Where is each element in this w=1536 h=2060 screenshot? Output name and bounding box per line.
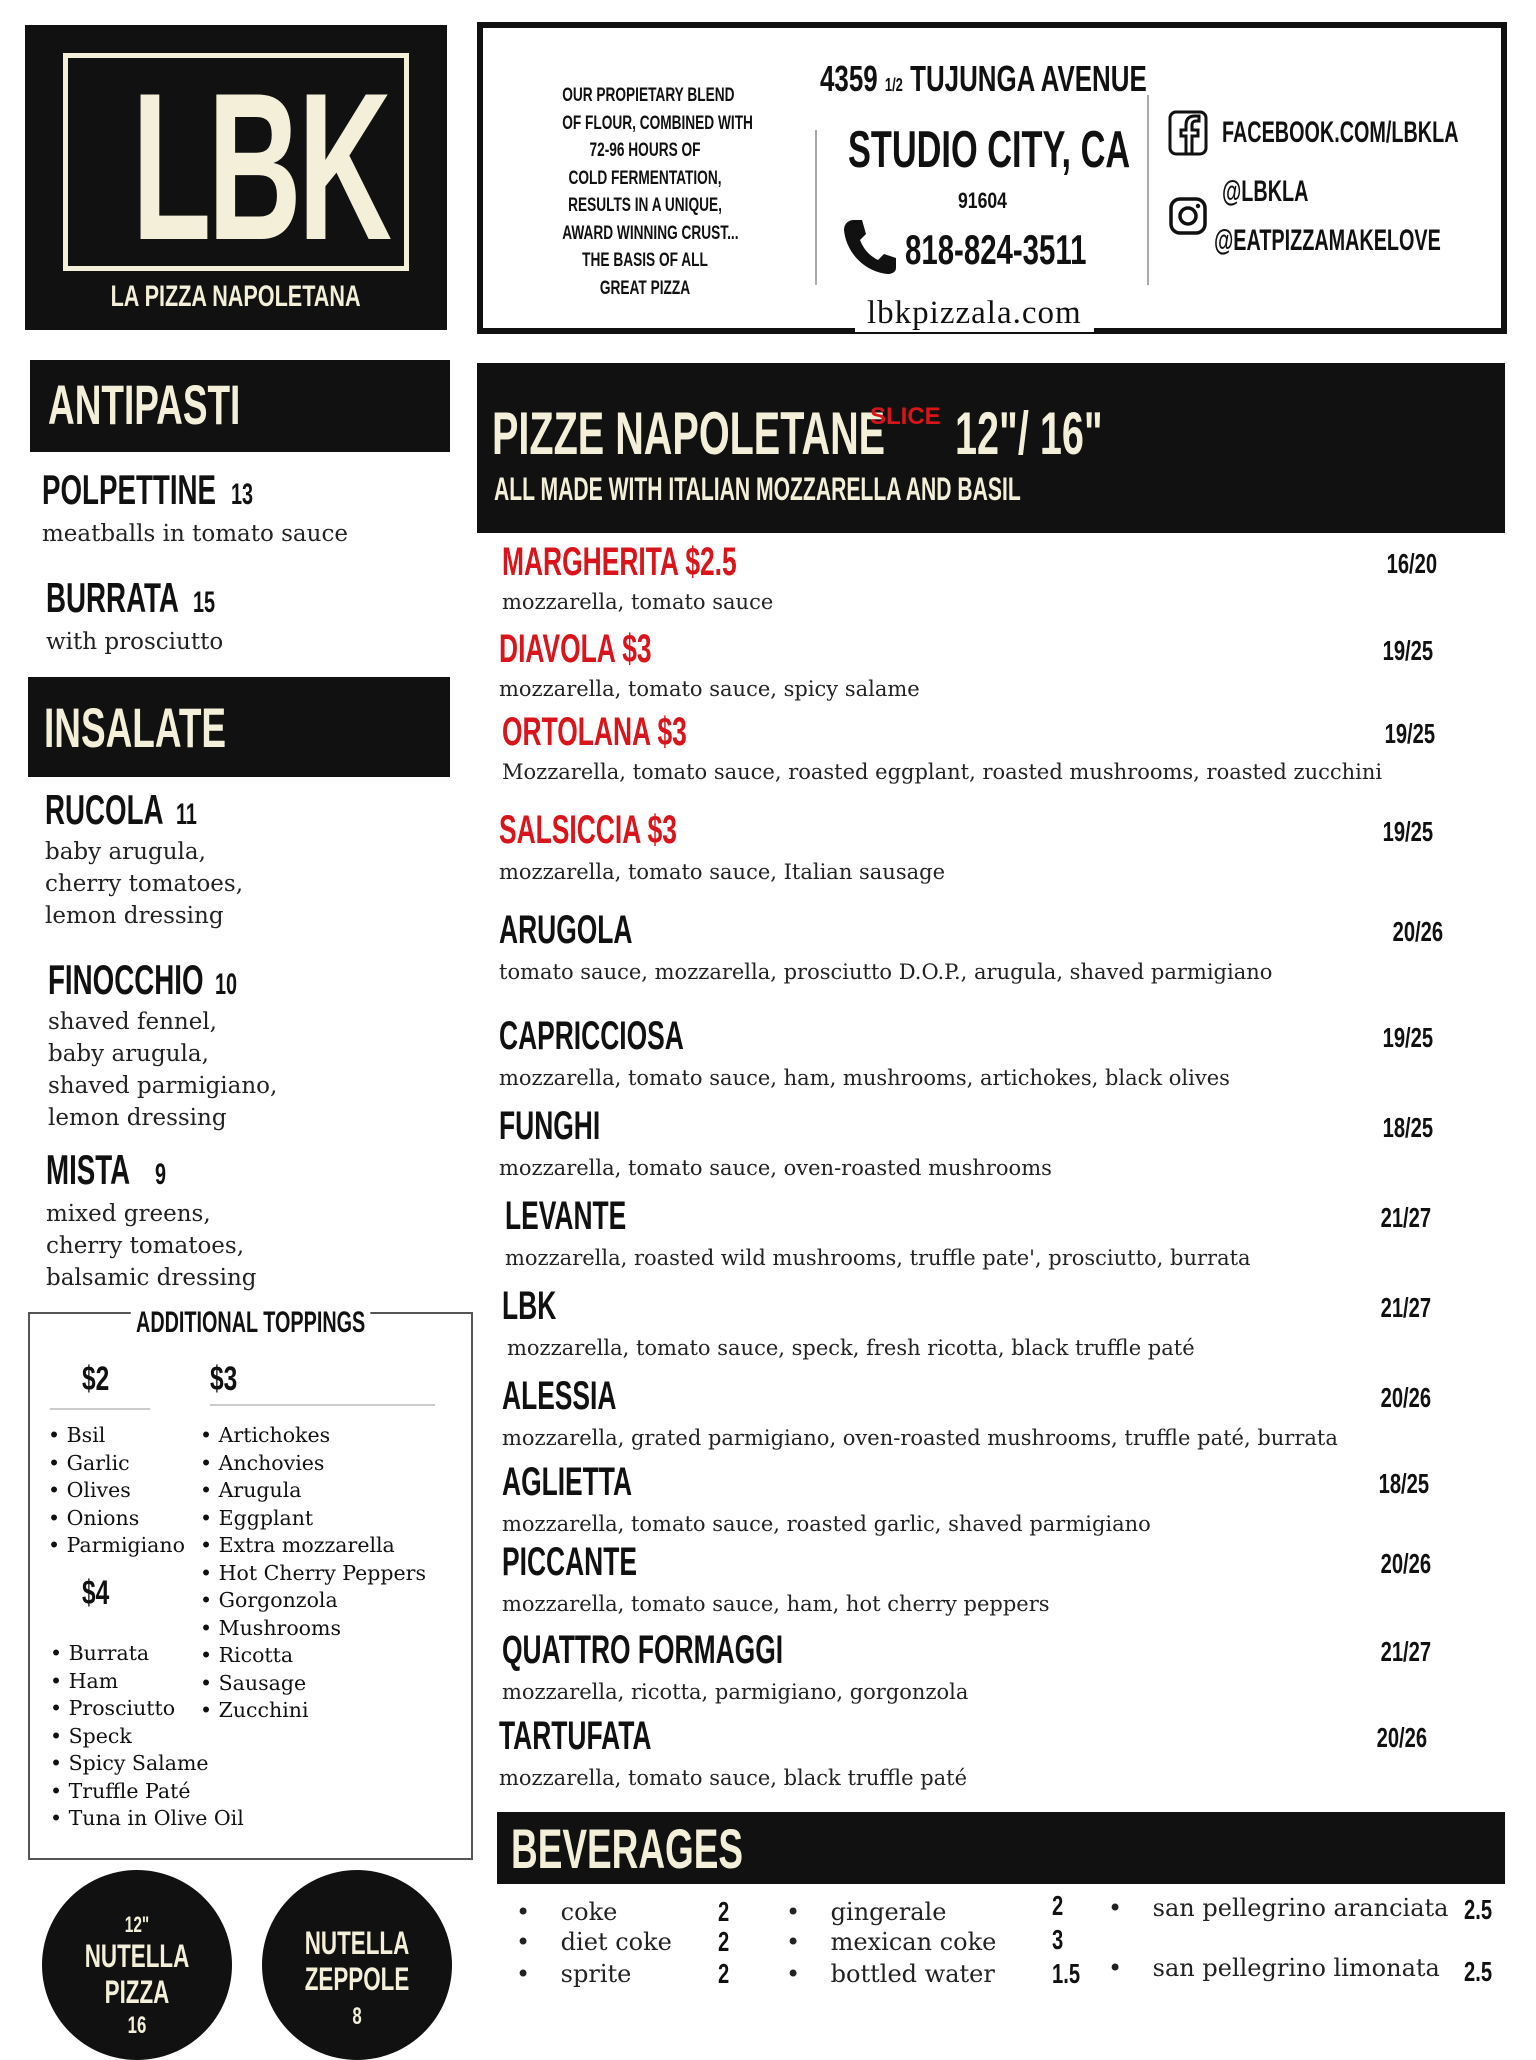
pizza-item: FUNGHI mozzarella, tomato sauce, oven-roasted mushrooms 18/25: [499, 1104, 1433, 1180]
pizza-item: LEVANTE mozzarella, roasted wild mushrooms, truffle pate', prosciutto, burrata 21/27: [505, 1194, 1431, 1270]
toppings-list-3: • Artichokes • Anchovies • Arugula • Eggplant • Extra mozzarella • Hot Cherry Peppers • Gorgonzola • Mushrooms • Ricotta • Sausage • Zucchini: [200, 1423, 427, 1722]
zip: 91604: [958, 188, 1007, 213]
item-price: 15: [193, 586, 216, 619]
logo-subtitle: LA PIZZA NAPOLETANA: [110, 280, 361, 313]
item-price: 10: [215, 968, 238, 1001]
phone-number[interactable]: 818-824-3511: [905, 226, 1087, 273]
beverage-price: 2: [718, 1896, 730, 1927]
logo-frame: [63, 49, 409, 284]
beverage-item: • sprite: [516, 1960, 632, 1988]
antipasti-header: ANTIPASTI: [30, 360, 450, 452]
beverage-price: 2: [1052, 1890, 1064, 1921]
item-price: 13: [231, 478, 254, 511]
beverage-item: • san pellegrino limonata: [1108, 1954, 1440, 1982]
topping-price-4: $4: [82, 1574, 110, 1612]
toppings-list-4: • Burrata • Ham • Prosciutto • Speck • Spicy Salame • Truffle Paté • Tuna in Olive Oil: [50, 1641, 244, 1830]
topping-price-2: $2: [82, 1360, 110, 1398]
pizza-item: DIAVOLA $3 mozzarella, tomato sauce, spicy salame 19/25: [499, 627, 1433, 701]
menu-item: POLPETTINE: [42, 466, 217, 513]
logo-letters: LBK: [131, 49, 389, 284]
slice-label: SLICE: [870, 403, 941, 430]
insalate-header: INSALATE: [28, 677, 450, 777]
pizza-item: MARGHERITA $2.5 mozzarella, tomato sauce 16/20: [502, 540, 1437, 614]
beverage-item: • coke: [516, 1898, 618, 1926]
pizze-title: PIZZE NAPOLETANE: [492, 400, 886, 467]
beverage-price: 2: [718, 1926, 730, 1957]
instagram-icon: [1168, 196, 1208, 236]
address-line: 4359 1/2 TUJUNGA AVENUE: [820, 58, 1147, 99]
logo: [25, 25, 447, 330]
pizza-item: AGLIETTA mozzarella, tomato sauce, roasted garlic, shaved parmigiano 18/25: [502, 1460, 1429, 1536]
beverage-item: • diet coke: [516, 1928, 672, 1956]
divider: [815, 130, 817, 285]
beverage-item: • san pellegrino aranciata: [1108, 1894, 1449, 1922]
divider: [210, 1404, 435, 1406]
topping-price-3: $3: [210, 1360, 238, 1398]
pizza-item: PICCANTE mozzarella, tomato sauce, ham, hot cherry peppers 20/26: [502, 1540, 1431, 1616]
beverage-price: 2.5: [1464, 1956, 1493, 1987]
beverage-item: • gingerale: [786, 1898, 947, 1926]
menu-item: BURRATA: [46, 574, 179, 621]
nutella-pizza-badge: 12" NUTELLA PIZZA 16: [42, 1870, 232, 2060]
instagram-handle[interactable]: @LBKLA: [1222, 175, 1309, 208]
city: STUDIO CITY, CA: [848, 121, 1131, 179]
divider: [1147, 95, 1149, 285]
pizza-item: CAPRICCIOSA mozzarella, tomato sauce, ham, mushrooms, artichokes, black olives 19/25: [499, 1014, 1433, 1090]
beverage-item: • mexican coke: [786, 1928, 997, 1956]
item-desc: shaved fennel, baby arugula, shaved parmigiano, lemon dressing: [48, 1009, 278, 1131]
pizze-subtitle: ALL MADE WITH ITALIAN MOZZARELLA AND BASIL: [494, 471, 1021, 507]
beverages-header: BEVERAGES: [497, 1812, 1505, 1884]
beverage-price: 3: [1052, 1924, 1064, 1955]
menu-item: FINOCCHIO: [48, 956, 204, 1003]
item-desc: meatballs in tomato sauce: [42, 521, 348, 547]
pizze-header: [477, 363, 1505, 533]
item-desc: mixed greens, cherry tomatoes, balsamic dressing: [46, 1201, 257, 1291]
pizza-item: LBK mozzarella, tomato sauce, speck, fresh ricotta, black truffle paté 21/27: [502, 1284, 1431, 1360]
toppings-title: ADDITIONAL TOPPINGS: [28, 1306, 473, 1340]
toppings-list-2: • Bsil • Garlic • Olives • Onions • Parmigiano: [48, 1423, 185, 1557]
item-desc: with prosciutto: [46, 629, 224, 655]
facebook-icon: [1168, 110, 1208, 156]
pizza-item: TARTUFATA mozzarella, tomato sauce, black truffle paté 20/26: [499, 1714, 1427, 1790]
pizze-sizes: 12"/ 16": [955, 400, 1103, 467]
address-half: 1/2: [884, 75, 903, 95]
item-price: 11: [176, 798, 197, 831]
nutella-zeppole-badge: NUTELLA ZEPPOLE 8: [262, 1870, 452, 2060]
pizza-item: QUATTRO FORMAGGI mozzarella, ricotta, parmigiano, gorgonzola 21/27: [502, 1628, 1431, 1704]
pizza-item: ORTOLANA $3 Mozzarella, tomato sauce, roasted eggplant, roasted mushrooms, roasted zucchini 19/25: [502, 710, 1435, 784]
menu-item: MISTA: [46, 1146, 131, 1193]
crust-blend-text: OUR PROPIETARY BLEND OF FLOUR, COMBINED WITH 72-96 HOURS OF COLD FERMENTATION, RESULTS IN A UNIQUE, AWARD WINNING CRUST... THE BASIS OF ALL GREAT PIZZA: [562, 85, 753, 299]
pizza-item: ALESSIA mozzarella, grated parmigiano, oven-roasted mushrooms, truffle paté, burrata 20/26: [502, 1374, 1431, 1450]
phone-icon: [840, 216, 898, 278]
item-desc: baby arugula, cherry tomatoes, lemon dressing: [45, 839, 244, 929]
beverage-price: 2.5: [1464, 1894, 1493, 1925]
item-price: 9: [155, 1158, 167, 1191]
divider: [50, 1408, 150, 1410]
beverage-price: 1.5: [1052, 1958, 1081, 1989]
pizza-item: SALSICCIA $3 mozzarella, tomato sauce, Italian sausage 19/25: [499, 808, 1433, 884]
beverage-price: 2: [718, 1958, 730, 1989]
pizza-item: ARUGOLA tomato sauce, mozzarella, prosciutto D.O.P., arugula, shaved parmigiano 20/26: [499, 908, 1443, 984]
facebook-link[interactable]: FACEBOOK.COM/LBKLA: [1222, 116, 1459, 149]
website-link[interactable]: lbkpizzala.com: [855, 295, 1094, 332]
beverage-item: • bottled water: [786, 1960, 995, 1988]
menu-item: RUCOLA: [45, 786, 164, 833]
instagram-handle[interactable]: @EATPIZZAMAKELOVE: [1214, 224, 1441, 257]
